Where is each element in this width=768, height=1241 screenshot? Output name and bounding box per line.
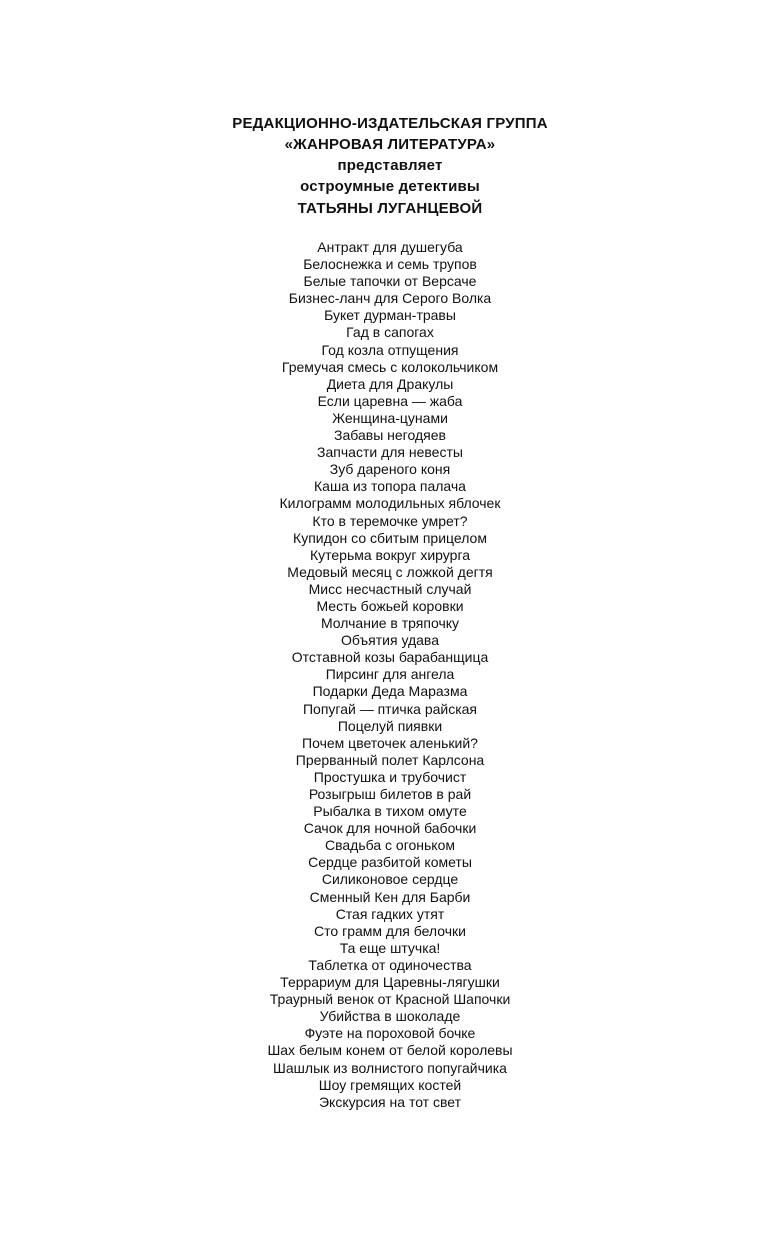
author-name: ТАТЬЯНЫ ЛУГАНЦЕВОЙ [297,200,483,217]
book-title: Пирсинг для ангела [325,666,455,683]
book-title: Та еще штучка! [339,939,441,956]
presents-line: представляет [337,157,443,174]
book-title: Кто в теремочке умрет? [312,512,468,529]
book-title: Шах белым конем от белой королевы [267,1042,513,1059]
book-title: Забавы негодяев [334,427,446,444]
book-title: Прерванный полет Карлсона [295,751,485,768]
book-title: Экскурсия на тот свет [318,1093,461,1110]
book-title: Шоу гремящих костей [318,1076,462,1093]
book-title: Стая гадких утят [335,905,445,922]
book-title: Рыбалка в тихом омуте [313,803,467,820]
book-title: Подарки Деда Маразма [312,683,468,700]
book-title: Купидон со сбитым прицелом [293,529,487,546]
book-title: Отставной козы барабанщица [291,649,489,666]
publisher-header [12,113,768,219]
book-title: Медовый месяц с ложкой дегтя [287,563,493,580]
book-title: Сердце разбитой кометы [308,854,472,871]
book-title: Белоснежка и семь трупов [303,256,477,273]
book-title: Простушка и трубочист [313,768,467,785]
book-title: Гад в сапогах [346,324,434,341]
book-title: Сменный Кен для Барби [309,888,471,905]
book-title: Попугай — птичка райская [302,700,478,717]
book-title: Силиконовое сердце [321,871,459,888]
book-title: Поцелуй пиявки [337,717,443,734]
book-title: Зуб дареного коня [329,461,451,478]
book-title: Розыгрыш билетов в рай [308,786,472,802]
imprint-name-line: «ЖАНРОВАЯ ЛИТЕРАТУРА» [284,136,496,153]
book-title: Запчасти для невесты [317,444,463,461]
book-title: Фуэте на пороховой бочке [304,1025,476,1042]
book-title: Таблетка от одиночества [308,956,472,973]
book-title: Траурный венок от Красной Шапочки [269,991,511,1008]
book-title: Сачок для ночной бабочки [303,820,477,837]
book-title: Килограмм молодильных яблочек [279,495,501,512]
book-title: Белые тапочки от Версаче [303,273,477,290]
book-title: Кутерьма вокруг хирурга [309,546,471,563]
book-title: Каша из топора палача [314,478,466,495]
book-title: Антракт для душегуба [317,239,463,255]
book-title: Если царевна — жаба [317,392,463,409]
book-title: Месть божьей коровки [316,597,464,614]
book-title: Свадьба с огоньком [325,837,455,854]
book-title: Террариум для Царевны-лягушки [280,974,500,991]
publisher-group-line: РЕДАКЦИОННО-ИЗДАТЕЛЬСКАЯ ГРУППА [232,115,548,132]
book-title: Убийства в шоколаде [319,1008,461,1025]
book-title: Молчание в тряпочку [320,615,460,632]
book-title: Гремучая смесь с колокольчиком [281,358,499,375]
book-title: Бизнес-ланч для Серого Волка [288,290,492,307]
book-title: Женщина-цунами [332,409,448,426]
book-title: Почем цветочек аленький? [302,734,478,751]
book-title: Сто грамм для белочки [314,922,466,939]
book-title: Шашлык из волнистого попугайчика [273,1059,507,1076]
book-title: Год козла отпущения [321,341,459,358]
book-title: Букет дурман-травы [324,307,456,324]
book-title: Диета для Дракулы [326,375,454,392]
book-title: Объятия удава [340,632,440,649]
genre-line: остроумные детективы [300,178,480,195]
book-title: Мисс несчастный случай [308,580,472,597]
book-title-list [12,239,768,1111]
